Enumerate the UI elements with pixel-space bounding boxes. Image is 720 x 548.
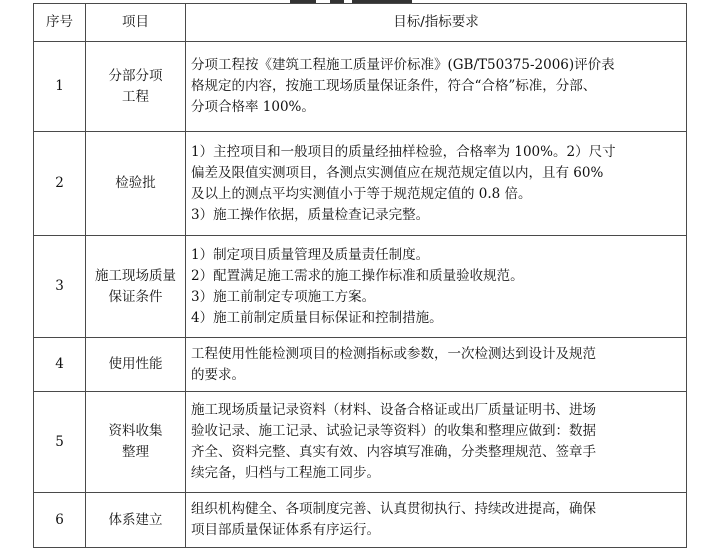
row-seq: 3 [34,236,86,338]
requirement-line: 组织机构健全、各项制度完善、认真贯彻执行、持续改进提高，确保 [191,501,596,517]
item-line: 整理 [122,444,149,460]
row-item [86,236,186,338]
requirement-line: 分项合格率 100%。 [191,99,315,115]
table-row [34,493,687,548]
quality-target-table [33,3,687,548]
requirement-line: 施工现场质量记录资料（材料、设备合格证或出厂质量证明书、进场 [191,402,596,418]
header-seq: 序号 [34,4,86,42]
table-row [34,392,687,493]
item-line: 检验批 [115,175,156,191]
table-row [34,42,687,132]
requirement-line: 偏差及限值实测项目，各测点实测值应在规范规定值以内，且有 60% [191,164,604,181]
row-item [86,493,186,548]
item-line: 使用性能 [108,356,163,372]
table-row [34,338,687,392]
row-requirement [186,132,687,236]
header-item: 项目 [86,4,186,42]
row-requirement [186,42,687,132]
row-item [86,132,186,236]
row-requirement [186,493,687,548]
requirement-line: 项目部质量保证体系有序运行。 [191,522,380,538]
requirement-line: 及以上的测点平均实测值小于等于规范规定值的 0.8 倍。 [191,185,532,202]
header-requirement: 目标/指标要求 [186,4,687,42]
requirement-line: 4）施工前制定质量目标保证和控制措施。 [191,309,443,326]
row-item [86,42,186,132]
requirement-line: 2）配置满足施工需求的施工操作标准和质量验收规范。 [191,267,524,284]
requirement-line: 3）施工前制定专项施工方案。 [191,288,376,305]
item-line: 体系建立 [108,511,163,528]
item-line: 保证条件 [108,288,163,305]
table-row [34,132,687,236]
row-seq: 5 [34,392,86,493]
requirement-line: 齐全、资料完整、真实有效、内容填写准确，分类整理规范、签章手 [191,444,596,460]
table-header-row [34,4,687,42]
requirement-line: 3）施工操作依据，质量检查记录完整。 [191,206,430,223]
item-line: 分部分项 [108,67,163,84]
row-requirement [186,392,687,493]
row-item [86,338,186,392]
requirement-line: 1）制定项目质量管理及质量责任制度。 [191,246,430,263]
row-seq: 1 [34,42,86,132]
row-seq: 2 [34,132,86,236]
requirement-line: 续完备，归档与工程施工同步。 [191,465,380,481]
requirement-line: 格规定的内容，按施工现场质量保证条件，符合“合格”标准，分部、 [191,78,597,94]
table-row [34,236,687,338]
requirement-line: 工程使用性能检测项目的检测指标或参数，一次检测达到设计及规范 [191,345,596,362]
item-line: 资料收集 [108,423,163,439]
requirement-line: 分项工程按《建筑工程施工质量评价标准》(GB/T50375-2006)评价表 [191,57,615,73]
row-seq: 6 [34,493,86,548]
requirement-line: 验收记录、施工记录、试验记录等资料）的收集和整理应做到：数据 [191,423,596,439]
row-item [86,392,186,493]
item-line: 工程 [122,88,149,105]
row-requirement [186,236,687,338]
requirement-line: 1）主控项目和一般项目的质量经抽样检验，合格率为 100%。2）尺寸 [191,143,616,160]
item-line: 施工现场质量 [95,267,176,284]
requirement-line: 的要求。 [191,366,245,383]
row-seq: 4 [34,338,86,392]
row-requirement [186,338,687,392]
